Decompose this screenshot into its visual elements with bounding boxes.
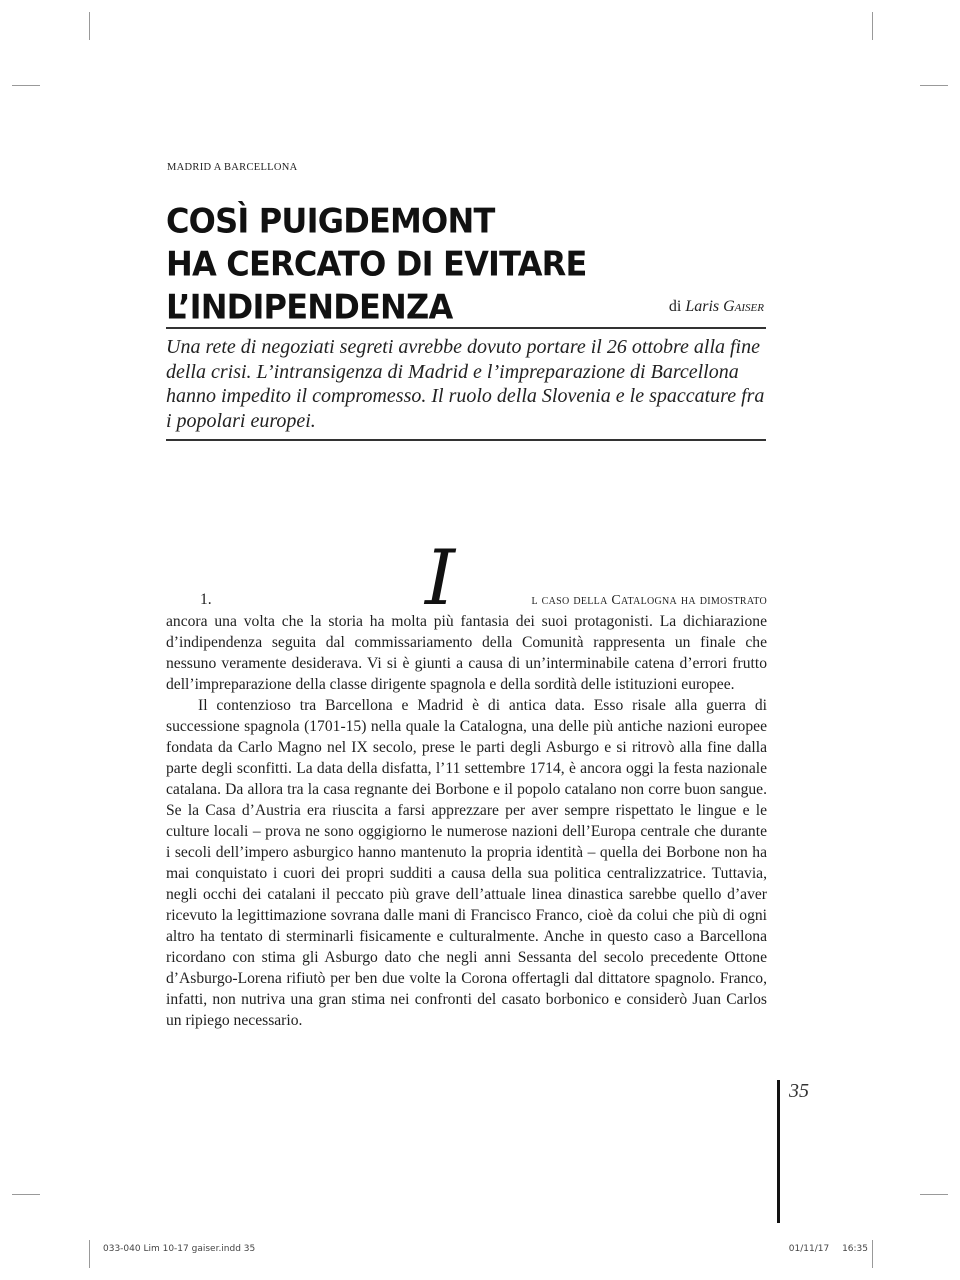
crop-mark [12,1194,40,1195]
divider-rule [166,439,766,441]
footer-timestamp [789,1244,868,1254]
byline [669,298,764,316]
crop-mark [12,85,40,86]
byline-prefix: di [668,298,682,315]
author-first-name: Laris [685,298,720,315]
article-summary: Una rete di negoziati segreti avrebbe dovuto portare il 26 ottobre alla fine della crisi. L’intransigenza di Madrid e l’impreparazione di Barcellona hanno impedito il compromesso. Il ruolo della Slovenia e le spaccature fra i popolari europei. [166,336,765,432]
crop-mark [920,1194,948,1195]
title-line: COSÌ PUIGDEMONT [166,201,495,241]
author-last-name: Gaiser [723,298,764,315]
title-line: L’INDIPENDENZA [166,287,453,328]
first-line [166,589,767,611]
title-line: HA CERCATO DI EVITARE [166,244,587,284]
paragraph: ancora una volta che la storia ha molta più fantasia dei suoi protagonisti. La dichiarazione d’indipendenza seguita dal commissariamento della Comunità rappresenta un finale che nessuno veramente desiderava. Vi si è giunti a causa di un’interminabile catena d’errori frutto dell’impreparazione della classe dirigente spagnola e della sordità delle istituzioni europee. [166,613,767,693]
page-number: 35 [789,1080,809,1102]
crop-mark [872,12,873,40]
page-marker-bar [777,1080,780,1223]
opening-smallcaps: l caso della Catalogna ha dimostrato [531,593,767,608]
paragraph: Il contenzioso tra Barcellona e Madrid è di antica data. Esso risale alla guerra di successione spagnola (1701-15) nella quale la Catalogna, una delle più antiche nazioni europee fondata da Carlo Magno nel IX secolo, prese le parti degli Asburgo e si ritrovò alla fine dalla parte degli sconfitti. La data della disfatta, l’11 settembre 1714, è ancora oggi la festa nazionale catalana. Da allora tra la casa regnante dei Borbone e il popolo catalano non corre buon sangue. Se la Casa d’Austria era riuscita a farsi apprezzare per aver sempre rispettato le lingue e le culture locali – prova ne sono oggigiorno le numerose nazioni dell’Europa centrale che durante i secoli dell’impero asburgico hanno mantenuto la propria identità – quella dei Borbone non ha mai conquistato i cuori dei propri sudditi a causa della sua politica centralizzatrice. Tuttavia, negli occhi dei catalani il peccato più grave dell’attuale linea dinastica sarebbe quello d’aver ricevuto la legittimazione sovrana dalle mani di Francisco Franco, cioè da colui che più di ogni altro ha tentato di sterminarli fisicamente e culturalmente. Anche in questo caso a Barcellona ricordano con stima gli Asburgo dato che negli anni Sessanta del secolo precedente Ottone d’Asburgo-Lorena rifiutò per ben due volte la Corona offertagli dal dittatore spagnolo. Franco, infatti, non nutriva una gran stima nei confronti del casato borbonico e considerò Juan Carlos un ripiego necessario. [166,697,767,1029]
drop-cap: I [425,533,456,622]
footer-file-info: 033-040 Lim 10-17 gaiser.indd 35 [103,1244,256,1254]
divider-rule [166,327,766,329]
crop-mark [89,1240,90,1268]
footer-date: 01/11/17 [788,1244,830,1254]
article-body [166,589,767,1031]
crop-mark [920,85,948,86]
section-number: 1. [200,591,212,608]
crop-mark [89,12,90,40]
section-kicker: MADRID A BARCELLONA [167,162,298,173]
footer-time: 16:35 [842,1244,868,1254]
crop-mark [872,1240,873,1268]
article-title [166,200,636,329]
